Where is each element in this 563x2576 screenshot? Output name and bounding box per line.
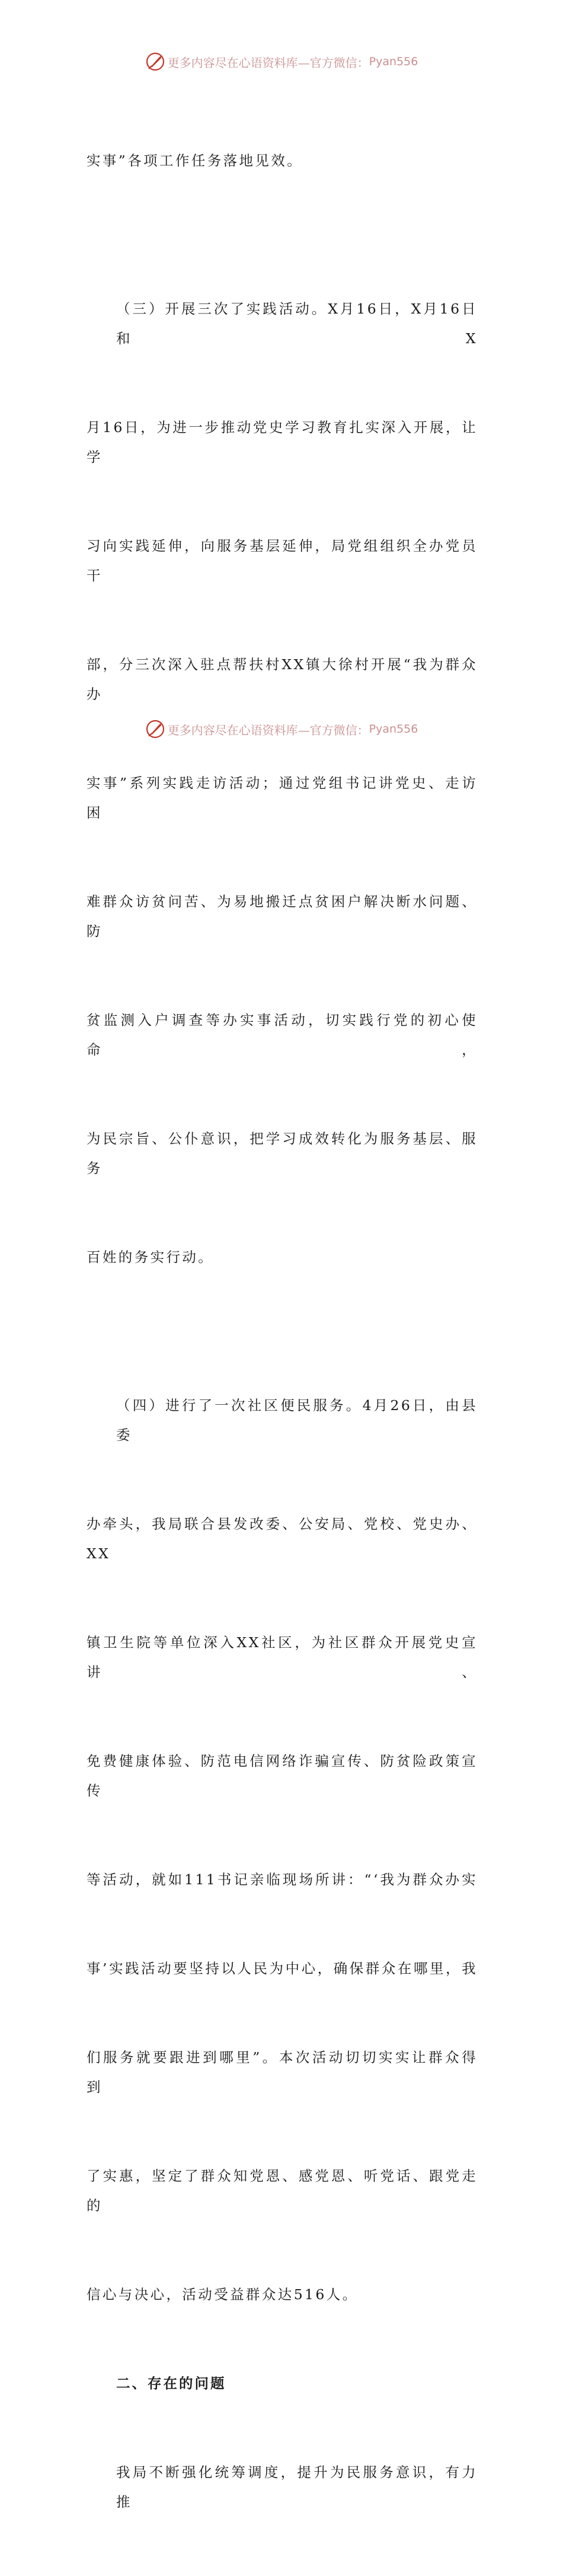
text-line: 我局不断强化统筹调度，提升为民服务意识，有力推 <box>116 2464 478 2510</box>
text-line: 月16日，为进一步推动党史学习教育扎实深入开展，让学 <box>87 419 478 465</box>
watermark-account: Pyan556 <box>369 55 418 68</box>
text-line: 难群众访贫问苦、为易地搬迁点贫困户解决断水问题、防 <box>87 893 478 939</box>
text-line: 们服务就要跟进到哪里”。本次活动切切实实让群众得到 <box>87 2049 478 2095</box>
paragraph-community-service <box>87 1331 478 2369</box>
text-line: 办牵头，我局联合县发改委、公安局、党校、党史办、XX <box>87 1516 478 1562</box>
text-line: 了实惠，坚定了群众知党恩、感党恩、听党话、跟党走的 <box>87 2168 478 2214</box>
paragraph-practice-activities <box>87 235 478 1331</box>
text-line: 部，分三次深入驻点帮扶村XX镇大徐村开展“我为群众办 <box>87 656 478 702</box>
watermark-header <box>0 50 563 73</box>
section-heading-problems: 二、存在的问题 <box>116 2375 226 2392</box>
text-line: 事’实践活动要坚持以人民为中心，确保群众在哪里，我 <box>87 1960 478 1977</box>
text-line: 信心与决心，活动受益群众达516人。 <box>87 2286 359 2303</box>
paragraph-continuation <box>87 87 478 235</box>
text-line: （四）进行了一次社区便民服务。4月26日，由县委 <box>116 1397 478 1443</box>
text-line: （三）开展三次了实践活动。X月16日，X月16日和X <box>116 301 478 347</box>
text-line: 免费健康体验、防范电信网络诈骗宣传、防贫险政策宣传 <box>87 1753 478 1799</box>
quill-logo-icon <box>145 719 165 739</box>
watermark-text: 更多内容尽在心语资料库—官方微信： <box>167 723 369 737</box>
document-body <box>87 87 478 2576</box>
text-line: 实事”各项工作任务落地见效。 <box>87 152 303 169</box>
quill-logo-icon <box>145 52 165 72</box>
watermark-footer <box>0 717 563 741</box>
text-line: 等活动，就如111书记亲临现场所讲：“‘我为群众办实 <box>87 1871 478 1888</box>
text-line: 贫监测入户调查等办实事活动，切实践行党的初心使命， <box>87 1012 478 1058</box>
text-line: 实事”系列实践走访活动；通过党组书记讲党史、走访困 <box>87 775 478 821</box>
paragraph-problems-intro <box>87 2398 478 2576</box>
watermark-account: Pyan556 <box>369 723 418 736</box>
text-line: 习向实践延伸，向服务基层延伸，局党组组织全办党员干 <box>87 538 478 584</box>
text-line: 百姓的务实行动。 <box>87 1249 215 1265</box>
text-line: 为民宗旨、公仆意识，把学习成效转化为服务基层、服务 <box>87 1130 478 1177</box>
text-line: 镇卫生院等单位深入XX社区，为社区群众开展党史宣讲、 <box>87 1634 478 1680</box>
watermark-text: 更多内容尽在心语资料库—官方微信： <box>167 55 369 70</box>
